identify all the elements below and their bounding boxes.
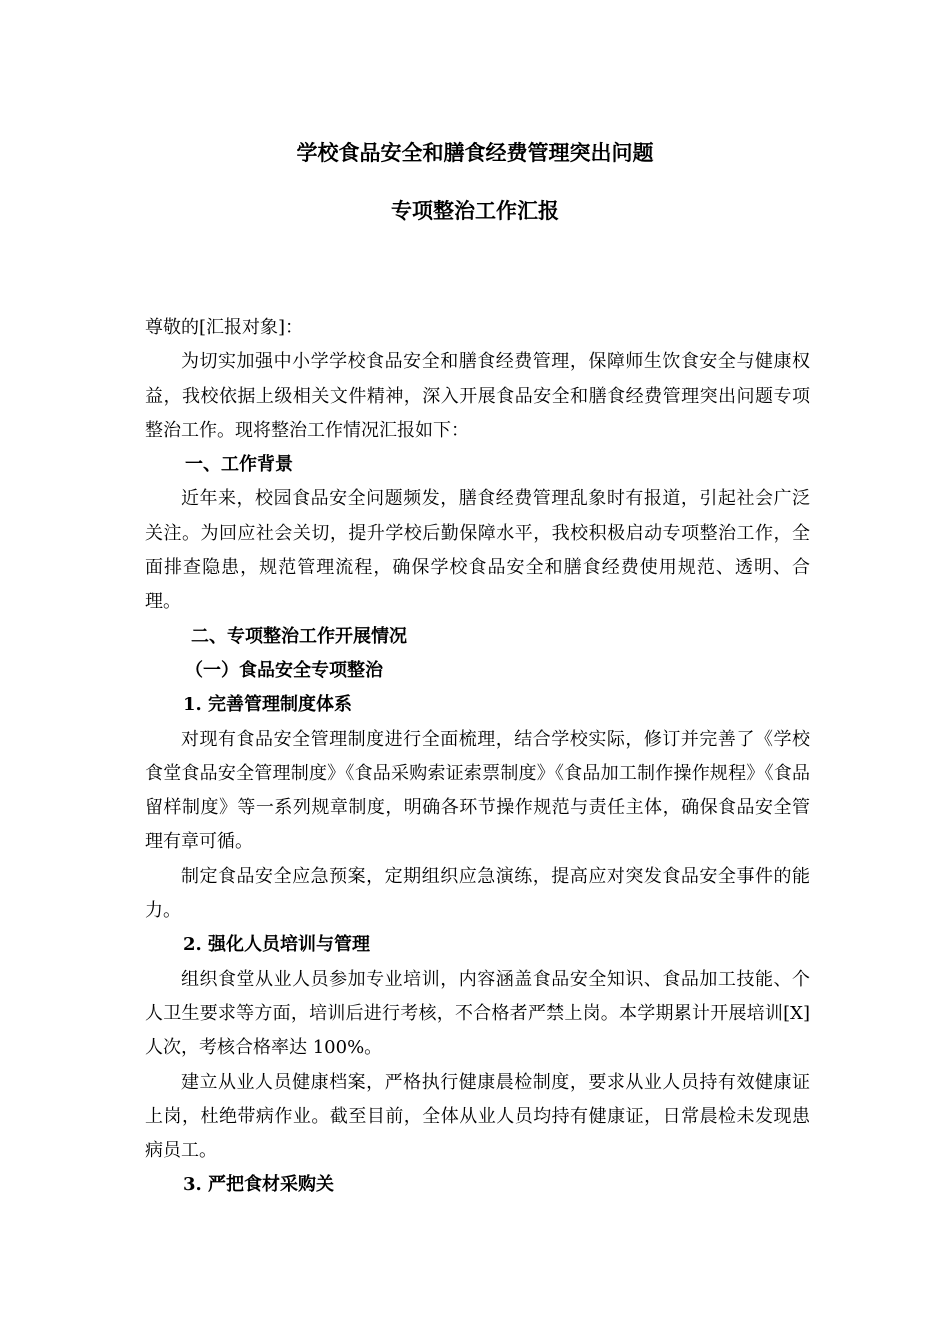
item-heading-system: 1. 完善管理制度体系 — [183, 694, 353, 716]
subsection-heading-food-safety: （一）食品安全专项整治 — [185, 659, 383, 681]
system-paragraph-1: 对现有食品安全管理制度进行全面梳理，结合学校实际，修订并完善了《学校食堂食品安全管理制度》《食品采购索证索票制度》《食品加工制作操作规程》《食品留样制度》等一系列规章制度，明确各环节操作规范与责任主体，确保食品安全管理有章可循。 — [145, 728, 810, 853]
item-heading-procurement: 3. 严把食材采购关 — [183, 1174, 335, 1196]
background-paragraph: 近年来，校园食品安全问题频发，膳食经费管理乱象时有报道，引起社会广泛关注。为回应社会关切，提升学校后勤保障水平，我校积极启动专项整治工作，全面排查隐患，规范管理流程，确保学校食品安全和膳食经费使用规范、透明、合理。 — [145, 488, 810, 613]
section-heading-progress: 二、专项整治工作开展情况 — [191, 625, 407, 647]
document-title: 学校食品安全和膳食经费管理突出问题 — [296, 140, 654, 165]
document-subtitle: 专项整治工作汇报 — [391, 198, 559, 223]
system-paragraph-2: 制定食品安全应急预案，定期组织应急演练，提高应对突发食品安全事件的能力。 — [145, 865, 810, 922]
document-body — [145, 311, 810, 1203]
section-heading-background: 一、工作背景 — [185, 454, 293, 476]
training-paragraph-1: 组织食堂从业人员参加专业培训，内容涵盖食品安全知识、食品加工技能、个人卫生要求等方面，培训后进行考核，不合格者严禁上岗。本学期累计开展培训[X]人次，考核合格率达 100%。 — [145, 968, 810, 1059]
training-paragraph-2: 建立从业人员健康档案，严格执行健康晨检制度，要求从业人员持有效健康证上岗，杜绝带病作业。截至目前，全体从业人员均持有健康证，日常晨检未发现患病员工。 — [145, 1071, 810, 1162]
item-heading-training: 2. 强化人员培训与管理 — [183, 934, 371, 956]
intro-paragraph: 为切实加强中小学学校食品安全和膳食经费管理，保障师生饮食安全与健康权益，我校依据上级相关文件精神，深入开展食品安全和膳食经费管理突出问题专项整治工作。现将整治工作情况汇报如下： — [145, 351, 810, 441]
salutation: 尊敬的[汇报对象]： — [145, 317, 304, 338]
